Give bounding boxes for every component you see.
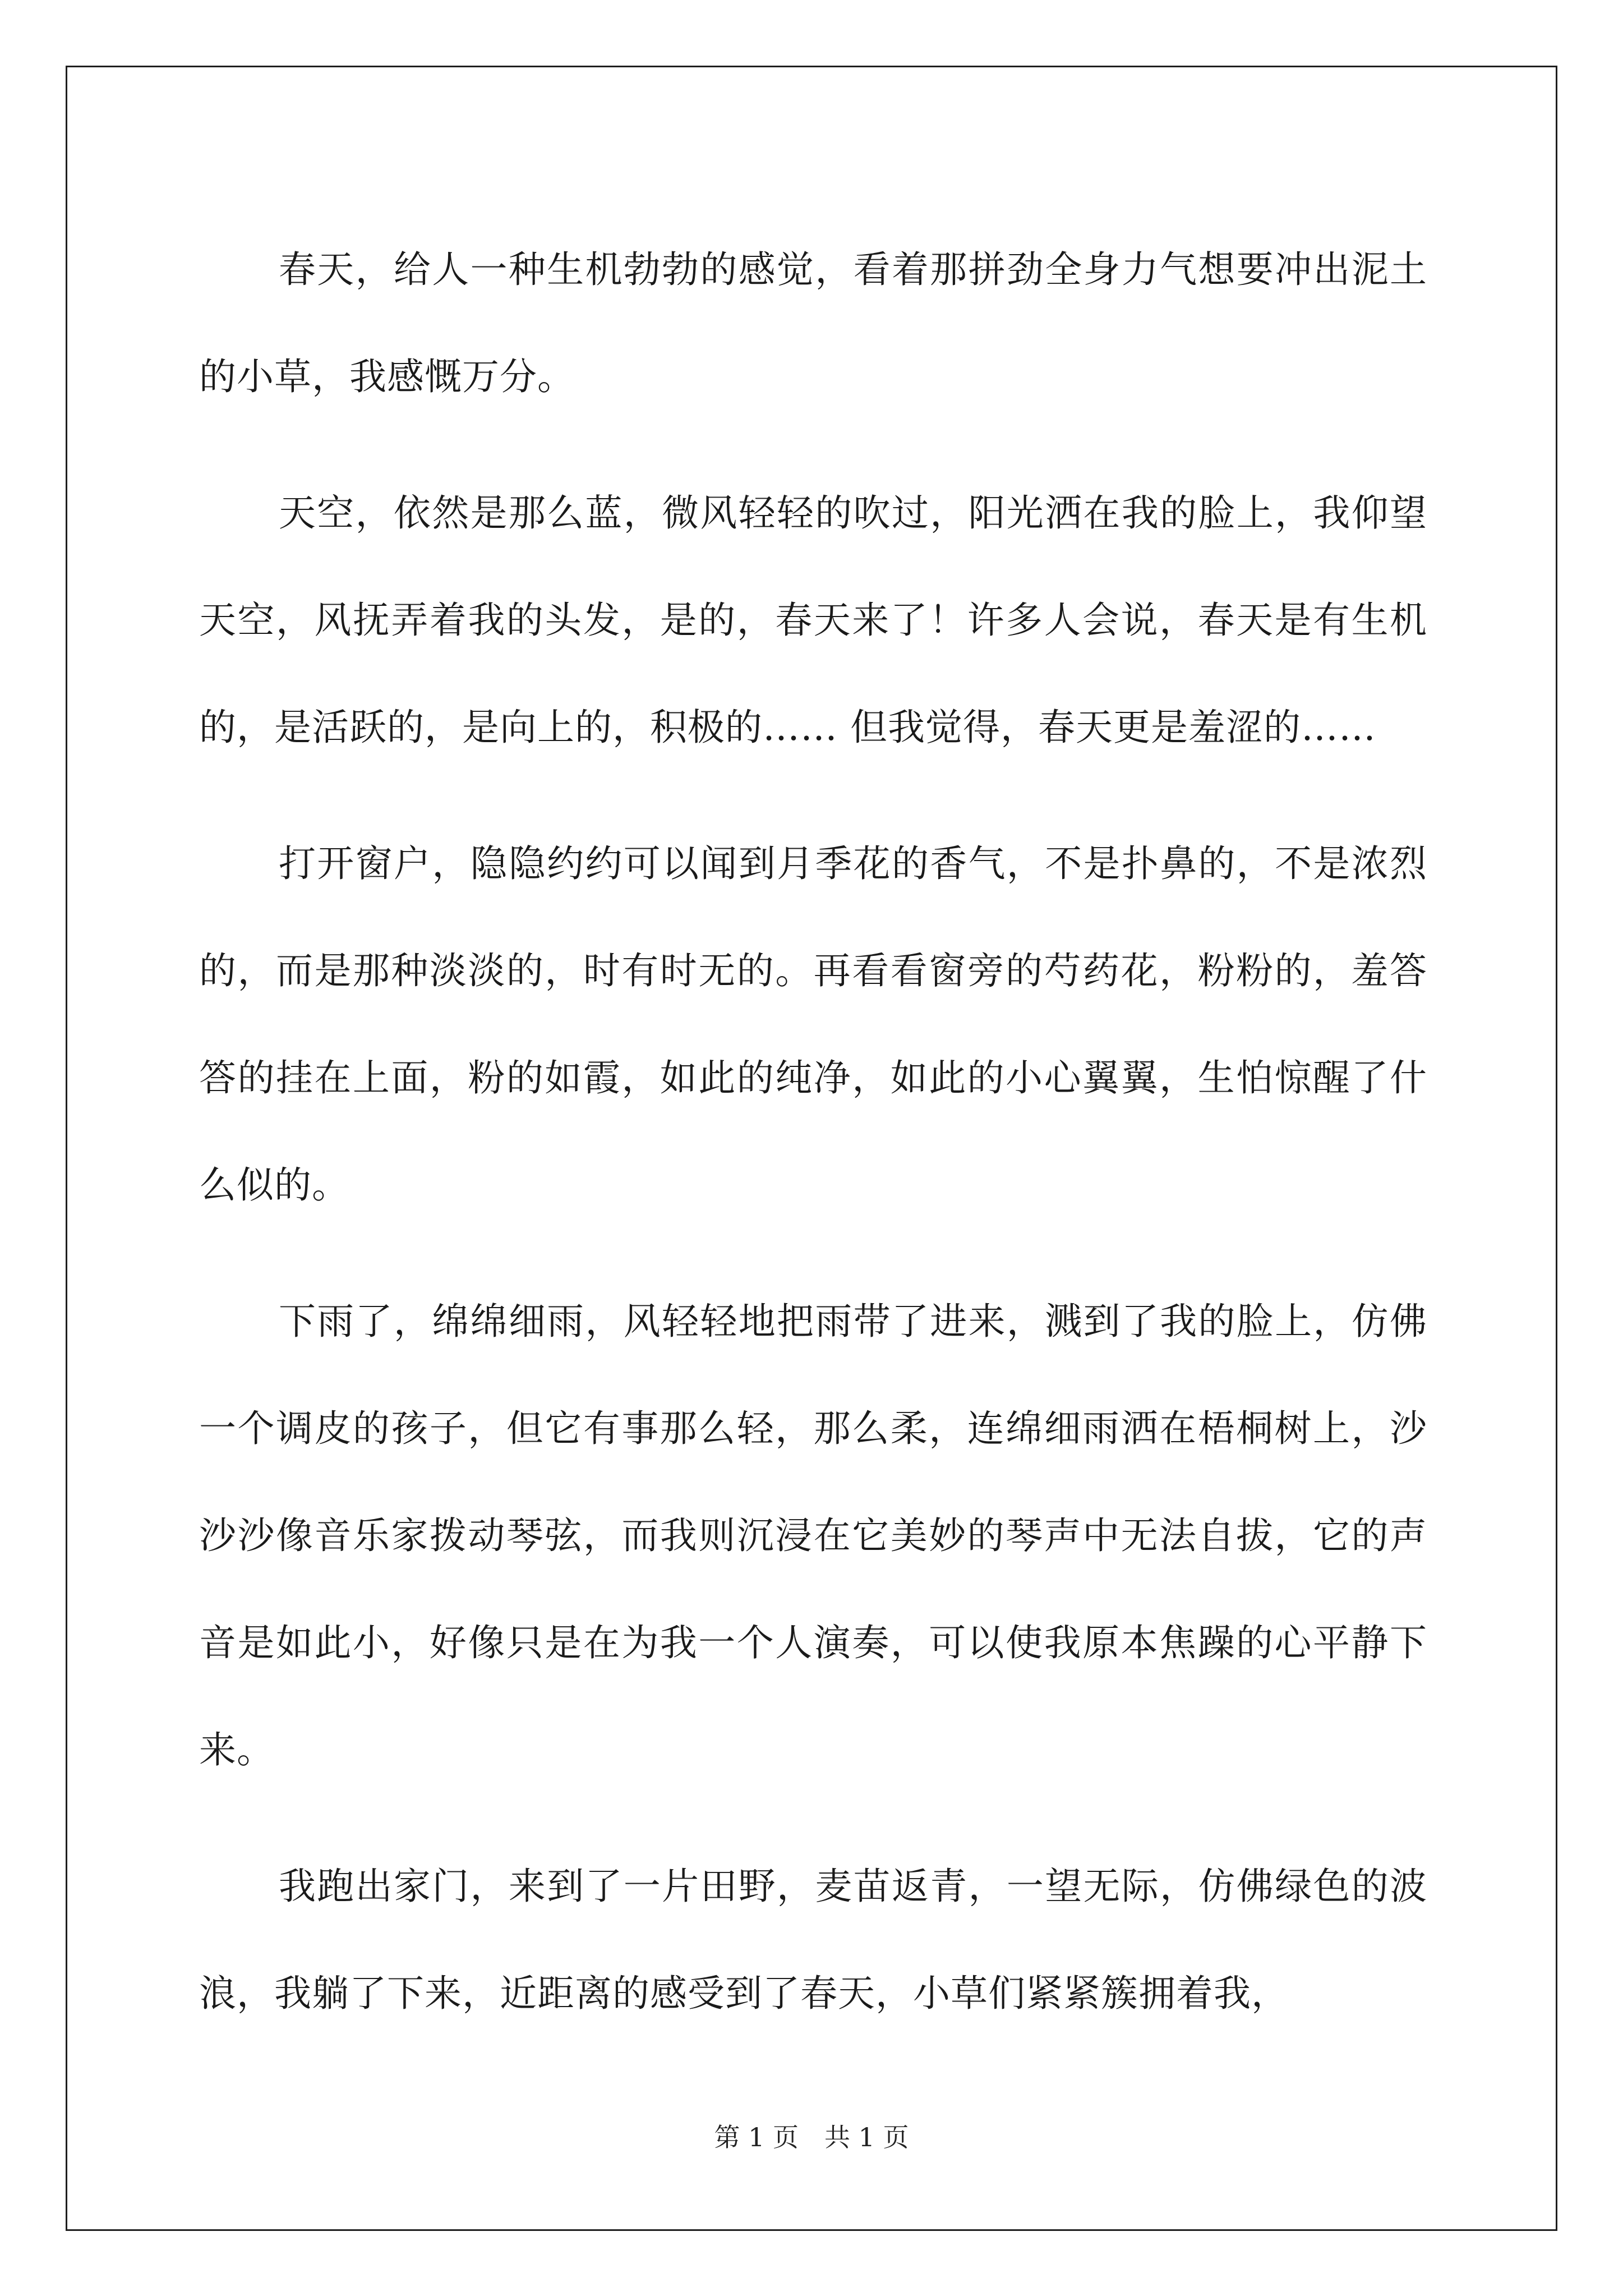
paragraph-2: 天空，依然是那么蓝，微风轻轻的吹过，阳光洒在我的脸上，我仰望天空，风抚弄着我的头发，是的，春天来了！许多人会说，春天是有生机的，是活跃的，是向上的，积极的…… 但我觉得，春天更是羞涩的…… (199, 491, 1427, 749)
page-footer: 第 1 页 共 1 页 (714, 2122, 909, 2152)
paragraph-1: 春天，给人一种生机勃勃的感觉，看着那拼劲全身力气想要冲出泥土的小草，我感慨万分。 (199, 248, 1427, 398)
document-body (199, 216, 1427, 2076)
paragraph-3: 打开窗户，隐隐约约可以闻到月季花的香气，不是扑鼻的，不是浓烈的，而是那种淡淡的，时有时无的。再看看窗旁的芍药花，粉粉的，羞答答的挂在上面，粉的如霞，如此的纯净，如此的小心翼翼，生怕惊醒了什么似的。 (199, 842, 1427, 1207)
paragraph-5: 我跑出家门，来到了一片田野，麦苗返青，一望无际，仿佛绿色的波浪，我躺了下来，近距离的感受到了春天，小草们紧紧簇拥着我， (199, 1865, 1427, 2015)
paragraph-4: 下雨了，绵绵细雨，风轻轻地把雨带了进来，溅到了我的脸上，仿佛一个调皮的孩子，但它有事那么轻，那么柔，连绵细雨洒在梧桐树上，沙沙沙像音乐家拨动琴弦，而我则沉浸在它美妙的琴声中无法自拔，它的声音是如此小，好像只是在为我一个人演奏，可以使我原本焦躁的心平静下来。 (199, 1300, 1427, 1772)
